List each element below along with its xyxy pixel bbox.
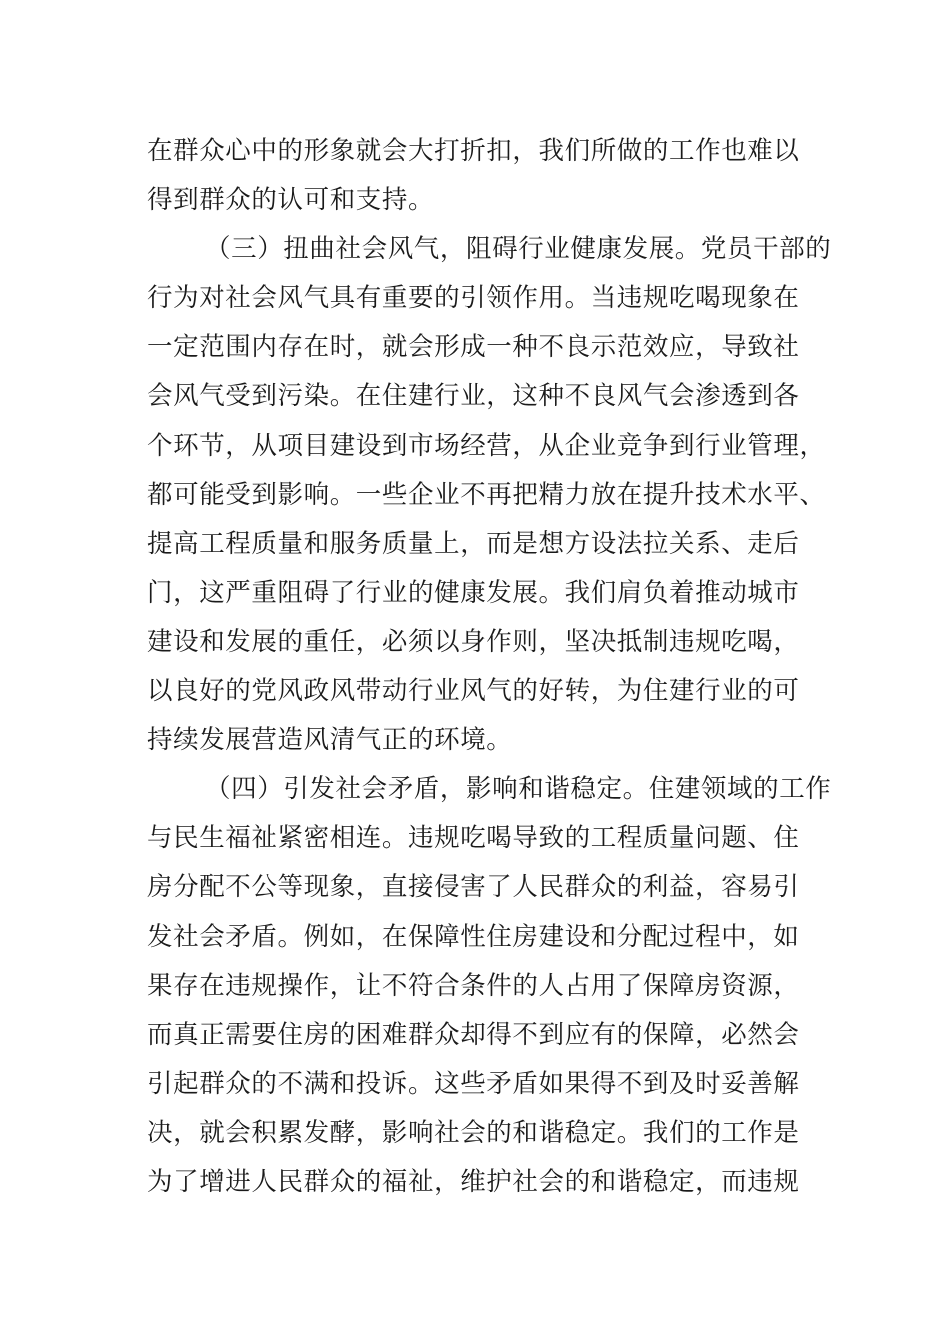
- text-line: 房分配不公等现象，直接侵害了人民群众的利益，容易引: [147, 872, 800, 903]
- text-line: 行为对社会风气具有重要的引领作用。当违规吃喝现象在: [147, 283, 800, 314]
- text-line: 会风气受到污染。在住建行业，这种不良风气会渗透到各: [147, 381, 800, 412]
- text-line: 发社会矛盾。例如，在保障性住房建设和分配过程中，如: [147, 921, 800, 952]
- body-text: [147, 127, 832, 1207]
- text-line: 与民生福祉紧密相连。违规吃喝导致的工程质量问题、住: [147, 823, 800, 854]
- text-line: 门，这严重阻碍了行业的健康发展。我们肩负着推动城市: [147, 577, 800, 608]
- text-line: 得到群众的认可和支持。: [147, 185, 435, 216]
- text-line: 个环节，从项目建设到市场经营，从企业竞争到行业管理，: [147, 430, 826, 461]
- text-line: 决，就会积累发酵，影响社会的和谐稳定。我们的工作是: [147, 1117, 800, 1148]
- text-line: 为了增进人民群众的福祉，维护社会的和谐稳定，而违规: [147, 1166, 800, 1197]
- text-line: 而真正需要住房的困难群众却得不到应有的保障，必然会: [147, 1019, 800, 1050]
- text-line: 持续发展营造风清气正的环境。: [147, 725, 513, 756]
- section-heading-line: （四）引发社会矛盾，影响和谐稳定。住建领域的工作: [205, 774, 832, 805]
- text-line: 以良好的党风政风带动行业风气的好转，为住建行业的可: [147, 676, 800, 707]
- text-line: 一定范围内存在时，就会形成一种不良示范效应，导致社: [147, 332, 800, 363]
- text-line: 建设和发展的重任，必须以身作则，坚决抵制违规吃喝，: [147, 626, 800, 657]
- text-line: 都可能受到影响。一些企业不再把精力放在提升技术水平、: [147, 479, 826, 510]
- text-line: 引起群众的不满和投诉。这些矛盾如果得不到及时妥善解: [147, 1068, 800, 1099]
- text-line: 果存在违规操作，让不符合条件的人占用了保障房资源，: [147, 970, 800, 1001]
- text-line: 提高工程质量和服务质量上，而是想方设法拉关系、走后: [147, 528, 800, 559]
- text-line: 在群众心中的形象就会大打折扣，我们所做的工作也难以: [147, 136, 800, 166]
- section-heading-line: （三）扭曲社会风气，阻碍行业健康发展。党员干部的: [205, 234, 832, 265]
